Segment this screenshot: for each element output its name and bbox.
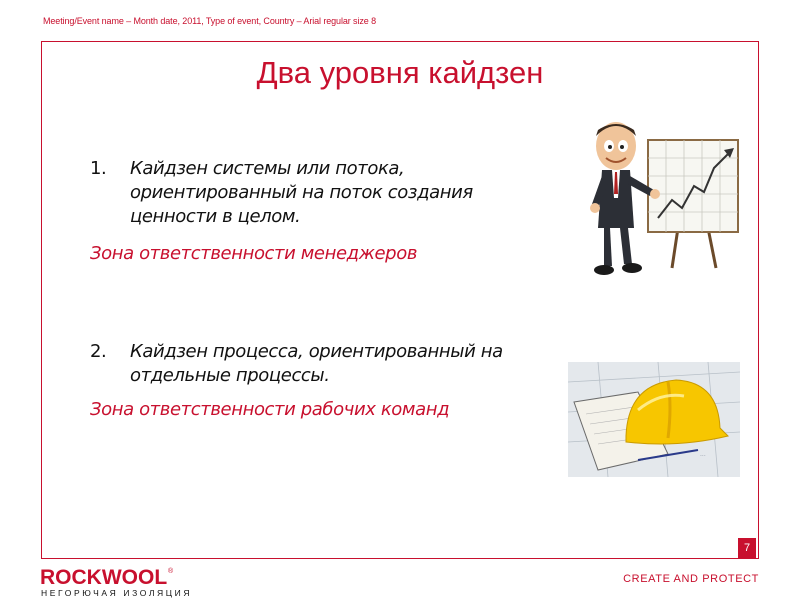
list-item bbox=[90, 340, 560, 388]
businessman-chart-illustration bbox=[588, 118, 740, 280]
event-meta: Meeting/Event name – Month date, 2011, Type of event, Country – Arial regular size 8 bbox=[43, 16, 376, 26]
chart-board-icon bbox=[648, 140, 738, 268]
page-number: 7 bbox=[738, 538, 756, 558]
list-text: Кайдзен процесса, ориентированный на отдельные процессы. bbox=[130, 341, 503, 386]
blueprint-text-mark: ··· bbox=[700, 453, 706, 460]
responsibility-zone: Зона ответственности рабочих команд bbox=[90, 399, 450, 420]
list-item bbox=[90, 157, 560, 229]
list-text: Кайдзен системы или потока, ориентированный на поток создания ценности в целом. bbox=[130, 158, 473, 227]
slide-title: Два уровня кайдзен bbox=[256, 55, 544, 90]
list-number: 1. bbox=[90, 158, 107, 179]
rockwool-logo: ROCKWOOL bbox=[40, 566, 168, 589]
responsibility-zone: Зона ответственности менеджеров bbox=[90, 243, 418, 264]
tagline: CREATE AND PROTECT bbox=[623, 573, 759, 585]
list-number: 2. bbox=[90, 341, 107, 362]
logo-subtitle: НЕГОРЮЧАЯ ИЗОЛЯЦИЯ bbox=[41, 588, 193, 598]
hardhat-blueprints-illustration bbox=[568, 362, 740, 477]
registered-mark: ® bbox=[168, 568, 174, 575]
